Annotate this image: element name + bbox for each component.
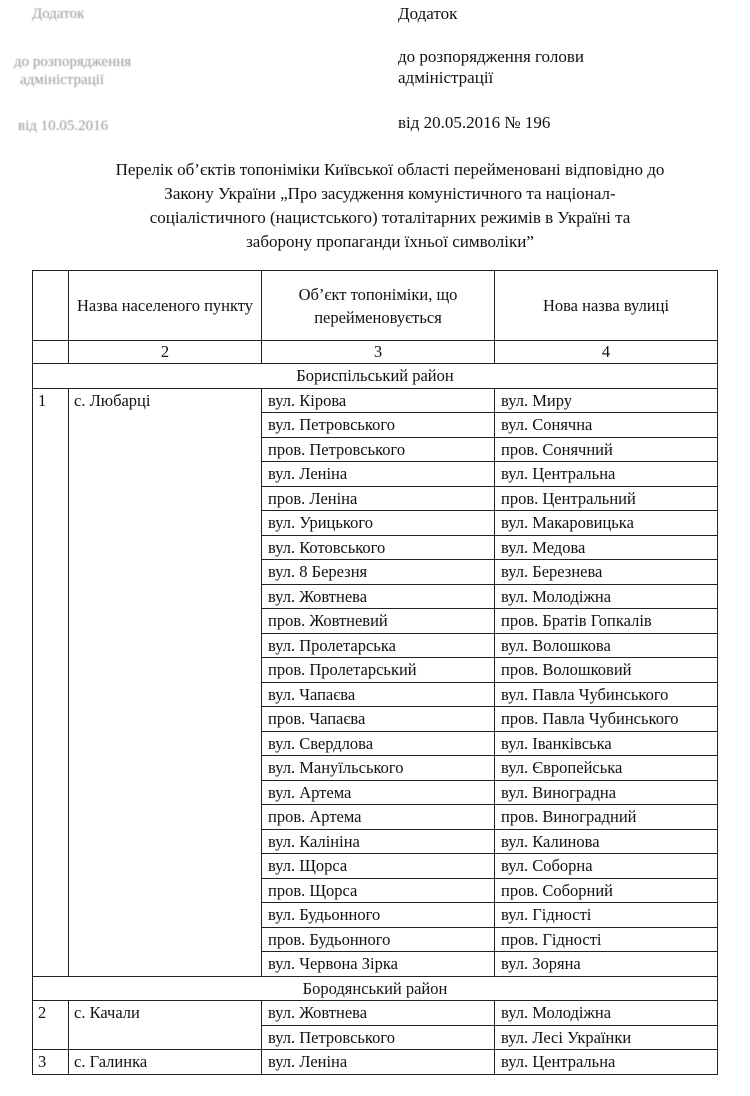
new-street-name: пров. Сонячний (495, 437, 718, 462)
new-street-name: вул. Іванківська (495, 731, 718, 756)
new-street-name: вул. Сонячна (495, 413, 718, 438)
old-street-name: вул. Жовтнева (262, 584, 495, 609)
order-line-1: до розпорядження голови (398, 47, 584, 66)
old-street-name: вул. Леніна (262, 1050, 495, 1075)
margin-note: до розпорядження (14, 54, 132, 70)
settlement-number: 1 (33, 388, 69, 976)
new-street-name: пров. Соборний (495, 878, 718, 903)
new-street-name: вул. Молодіжна (495, 584, 718, 609)
header-cell-num (33, 271, 69, 341)
document-title (40, 158, 740, 254)
new-street-name: вул. Медова (495, 535, 718, 560)
title-line: Перелік об’єктів топоніміки Київської області перейменовані відповідно до (115, 160, 665, 179)
new-street-name: пров. Братів Гопкалів (495, 609, 718, 634)
old-street-name: вул. Леніна (262, 462, 495, 487)
old-street-name: пров. Щорса (262, 878, 495, 903)
old-street-name: пров. Чапаєва (262, 707, 495, 732)
old-street-name: пров. Будьонного (262, 927, 495, 952)
new-street-name: пров. Волошковий (495, 658, 718, 683)
new-street-name: пров. Центральний (495, 486, 718, 511)
column-number: 2 (69, 341, 262, 364)
column-number (33, 341, 69, 364)
new-street-name: вул. Центральна (495, 462, 718, 487)
old-street-name: вул. Калініна (262, 829, 495, 854)
old-street-name: вул. Свердлова (262, 731, 495, 756)
new-street-name: вул. Зоряна (495, 952, 718, 977)
old-street-name: вул. Урицького (262, 511, 495, 536)
new-street-name: вул. Калинова (495, 829, 718, 854)
table-row (33, 388, 718, 413)
old-street-name: пров. Петровського (262, 437, 495, 462)
new-street-name: пров. Виноградний (495, 805, 718, 830)
settlement-name: с. Любарці (69, 388, 262, 976)
district-name: Бориспільський район (33, 364, 718, 389)
district-name: Бородянський район (33, 976, 718, 1001)
column-number: 3 (262, 341, 495, 364)
new-street-name: вул. Європейська (495, 756, 718, 781)
margin-note: адміністрації (20, 72, 105, 88)
column-number: 4 (495, 341, 718, 364)
old-street-name: вул. Жовтнева (262, 1001, 495, 1026)
old-street-name: вул. 8 Березня (262, 560, 495, 585)
title-line: Закону України „Про засудження комуністичного та націонал- (164, 184, 616, 203)
old-street-name: пров. Жовтневий (262, 609, 495, 634)
old-street-name: вул. Мануїльського (262, 756, 495, 781)
header-cell-new-name: Нова назва вулиці (495, 271, 718, 341)
renaming-table (32, 270, 718, 1075)
order-date: від 20.05.2016 № 196 (398, 113, 551, 132)
new-street-name: пров. Гідності (495, 927, 718, 952)
old-street-name: пров. Пролетарський (262, 658, 495, 683)
old-street-name: вул. Артема (262, 780, 495, 805)
old-street-name: пров. Леніна (262, 486, 495, 511)
header-cell-old-name: Об’єкт топоніміки, що перейменовується (262, 271, 495, 341)
settlement-name: с. Галинка (69, 1050, 262, 1075)
new-street-name: вул. Лесі Українки (495, 1025, 718, 1050)
new-street-name: вул. Волошкова (495, 633, 718, 658)
new-street-name: вул. Виноградна (495, 780, 718, 805)
new-street-name: вул. Миру (495, 388, 718, 413)
district-row (33, 976, 718, 1001)
table-row (33, 1050, 718, 1075)
new-street-name: вул. Гідності (495, 903, 718, 928)
title-line: заборону пропаганди їхньої символіки” (246, 232, 534, 251)
new-street-name: вул. Павла Чубинського (495, 682, 718, 707)
old-street-name: вул. Червона Зірка (262, 952, 495, 977)
table-row (33, 1001, 718, 1026)
header-cell-settlement: Назва населеного пункту (69, 271, 262, 341)
order-line-2: адміністрації (398, 68, 494, 87)
column-number-row (33, 341, 718, 364)
new-street-name: вул. Макаровицька (495, 511, 718, 536)
settlement-number: 2 (33, 1001, 69, 1050)
old-street-name: вул. Котовського (262, 535, 495, 560)
margin-note: Додаток (32, 6, 85, 22)
district-row (33, 364, 718, 389)
old-street-name: вул. Пролетарська (262, 633, 495, 658)
new-street-name: вул. Соборна (495, 854, 718, 879)
appendix-label: Додаток (398, 4, 458, 23)
old-street-name: вул. Будьонного (262, 903, 495, 928)
old-street-name: вул. Чапаєва (262, 682, 495, 707)
margin-note: від 10.05.2016 (18, 118, 109, 134)
table-header-row (33, 271, 718, 341)
old-street-name: вул. Петровського (262, 1025, 495, 1050)
new-street-name: вул. Березнева (495, 560, 718, 585)
new-street-name: пров. Павла Чубинського (495, 707, 718, 732)
new-street-name: вул. Молодіжна (495, 1001, 718, 1026)
title-line: соціалістичного (нацистського) тоталітарних режимів в Україні та (149, 208, 631, 227)
old-street-name: вул. Кірова (262, 388, 495, 413)
new-street-name: вул. Центральна (495, 1050, 718, 1075)
settlement-name: с. Качали (69, 1001, 262, 1050)
old-street-name: вул. Петровського (262, 413, 495, 438)
settlement-number: 3 (33, 1050, 69, 1075)
old-street-name: пров. Артема (262, 805, 495, 830)
old-street-name: вул. Щорса (262, 854, 495, 879)
